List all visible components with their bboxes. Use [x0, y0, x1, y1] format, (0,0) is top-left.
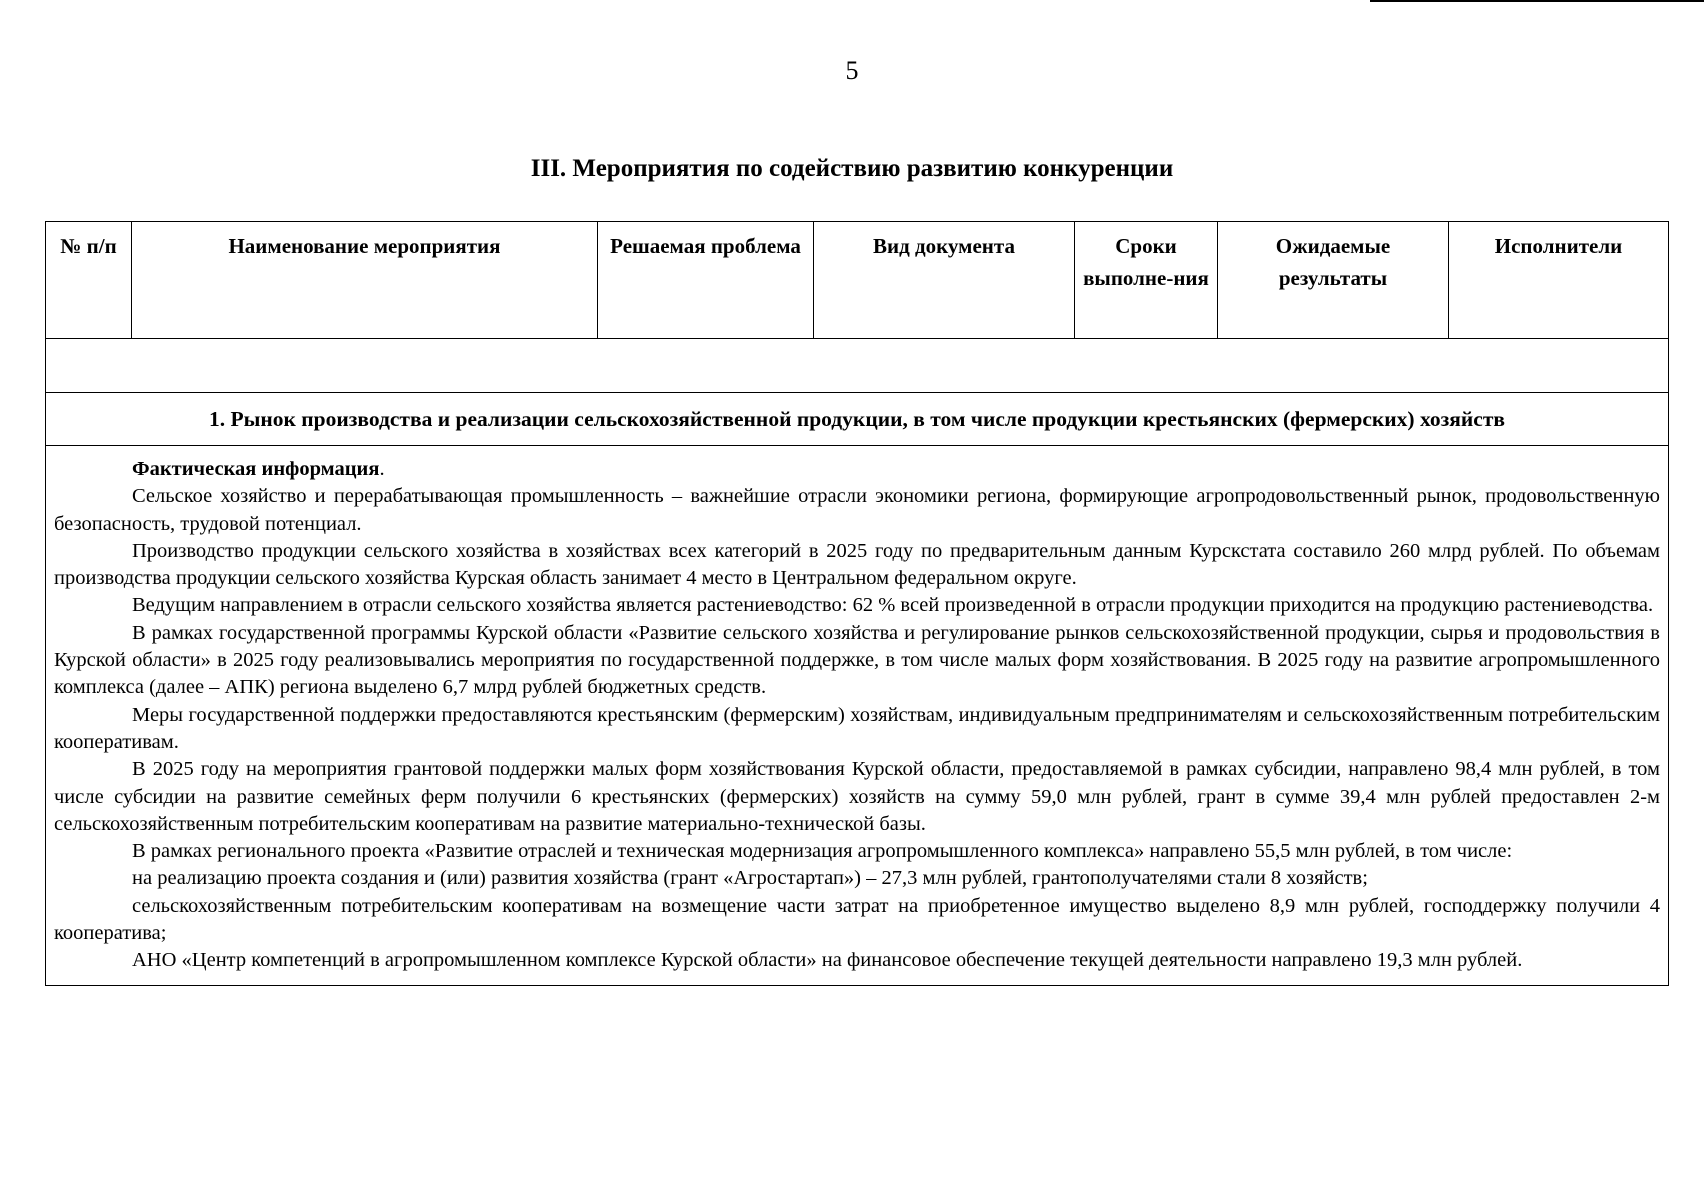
header-num: № п/п [46, 222, 132, 339]
top-rule [1370, 0, 1704, 2]
paragraph: Меры государственной поддержки предоставляются крестьянским (фермерским) хозяйствам, индивидуальным предпринимателям и сельскохозяйственным потребительским кооперативам. [54, 703, 1660, 753]
facts-row [46, 446, 1669, 986]
paragraph: на реализацию проекта создания и (или) развития хозяйства (грант «Агростартап») – 27,3 млн рублей, грантополучателями стали 8 хозяйств; [132, 867, 1368, 890]
paragraph: Сельское хозяйство и перерабатывающая промышленность – важнейшие отрасли экономики региона, формирующие агропродовольственный рынок, продовольственную безопасность, трудовой потенциал. [54, 485, 1660, 535]
header-executors: Исполнители [1449, 222, 1669, 339]
empty-cell [46, 339, 1669, 393]
measures-table [45, 221, 1669, 986]
header-problem: Решаемая проблема [598, 222, 814, 339]
header-name: Наименование мероприятия [132, 222, 598, 339]
header-results: Ожидаемые результаты [1218, 222, 1449, 339]
header-doc-type: Вид документа [814, 222, 1075, 339]
facts-cell [46, 446, 1669, 986]
table-header-row [46, 222, 1669, 339]
paragraph: Производство продукции сельского хозяйства в хозяйствах всех категорий в 2025 году по предварительным данным Курскстата составило 260 млрд рублей. По объемам производства продукции сельского хозяйства Курская область занимает 4 место в Центральном федеральном округе. [54, 539, 1660, 590]
paragraph: Ведущим направлением в отрасли сельского хозяйства является растениеводство: 62 % всей произведенной в отрасли продукции приходится на продукцию растениеводства. [132, 594, 1654, 617]
paragraph: сельскохозяйственным потребительским кооперативам на возмещение части затрат на приобретенное имущество выделено 8,9 млн рублей, господдержку получили 4 кооператива; [54, 894, 1660, 945]
empty-row [46, 339, 1669, 393]
facts-heading: Фактическая информация [132, 458, 380, 480]
page-number: 5 [845, 56, 859, 85]
facts-heading-line: Фактическая информация. [132, 458, 385, 480]
header-deadline: Сроки выполне-ния [1075, 222, 1218, 339]
paragraph: АНО «Центр компетенций в агропромышленном комплексе Курской области» на финансовое обеспечение текущей деятельности направлено 19,3 млн рублей. [132, 949, 1523, 972]
market-heading-row [46, 393, 1669, 446]
paragraph: В 2025 году на мероприятия грантовой поддержки малых форм хозяйствования Курской области, предоставляемой в рамках субсидии, направлено 98,4 млн рублей, в том числе субсидии на развитие семейных ферм получили 6 крестьянских (фермерских) хозяйств на сумму 59,0 млн рублей, грант в сумме 39,4 млн рублей предоставлен 2-м сельскохозяйственным потребительским кооперативам на развитие материально-технической базы. [54, 758, 1660, 835]
market-heading: 1. Рынок производства и реализации сельскохозяйственной продукции, в том числе продукции крестьянских (фермерских) хозяйств [46, 393, 1669, 446]
paragraph: В рамках государственной программы Курской области «Развитие сельского хозяйства и регулирование рынков сельскохозяйственной продукции, сырья и продовольствия в Курской области» в 2025 году реализовывались мероприятия по государственной поддержке, в том числе малых форм хозяйствования. В 2025 году на развитие агропромышленного комплекса (далее – АПК) региона выделено 6,7 млрд рублей бюджетных средств. [54, 621, 1660, 699]
section-title: III. Мероприятия по содействию развитию конкуренции [530, 155, 1174, 182]
paragraph: В рамках регионального проекта «Развитие отраслей и техническая модернизация агропромышленного комплекса» направлено 55,5 млн рублей, в том числе: [132, 840, 1513, 863]
